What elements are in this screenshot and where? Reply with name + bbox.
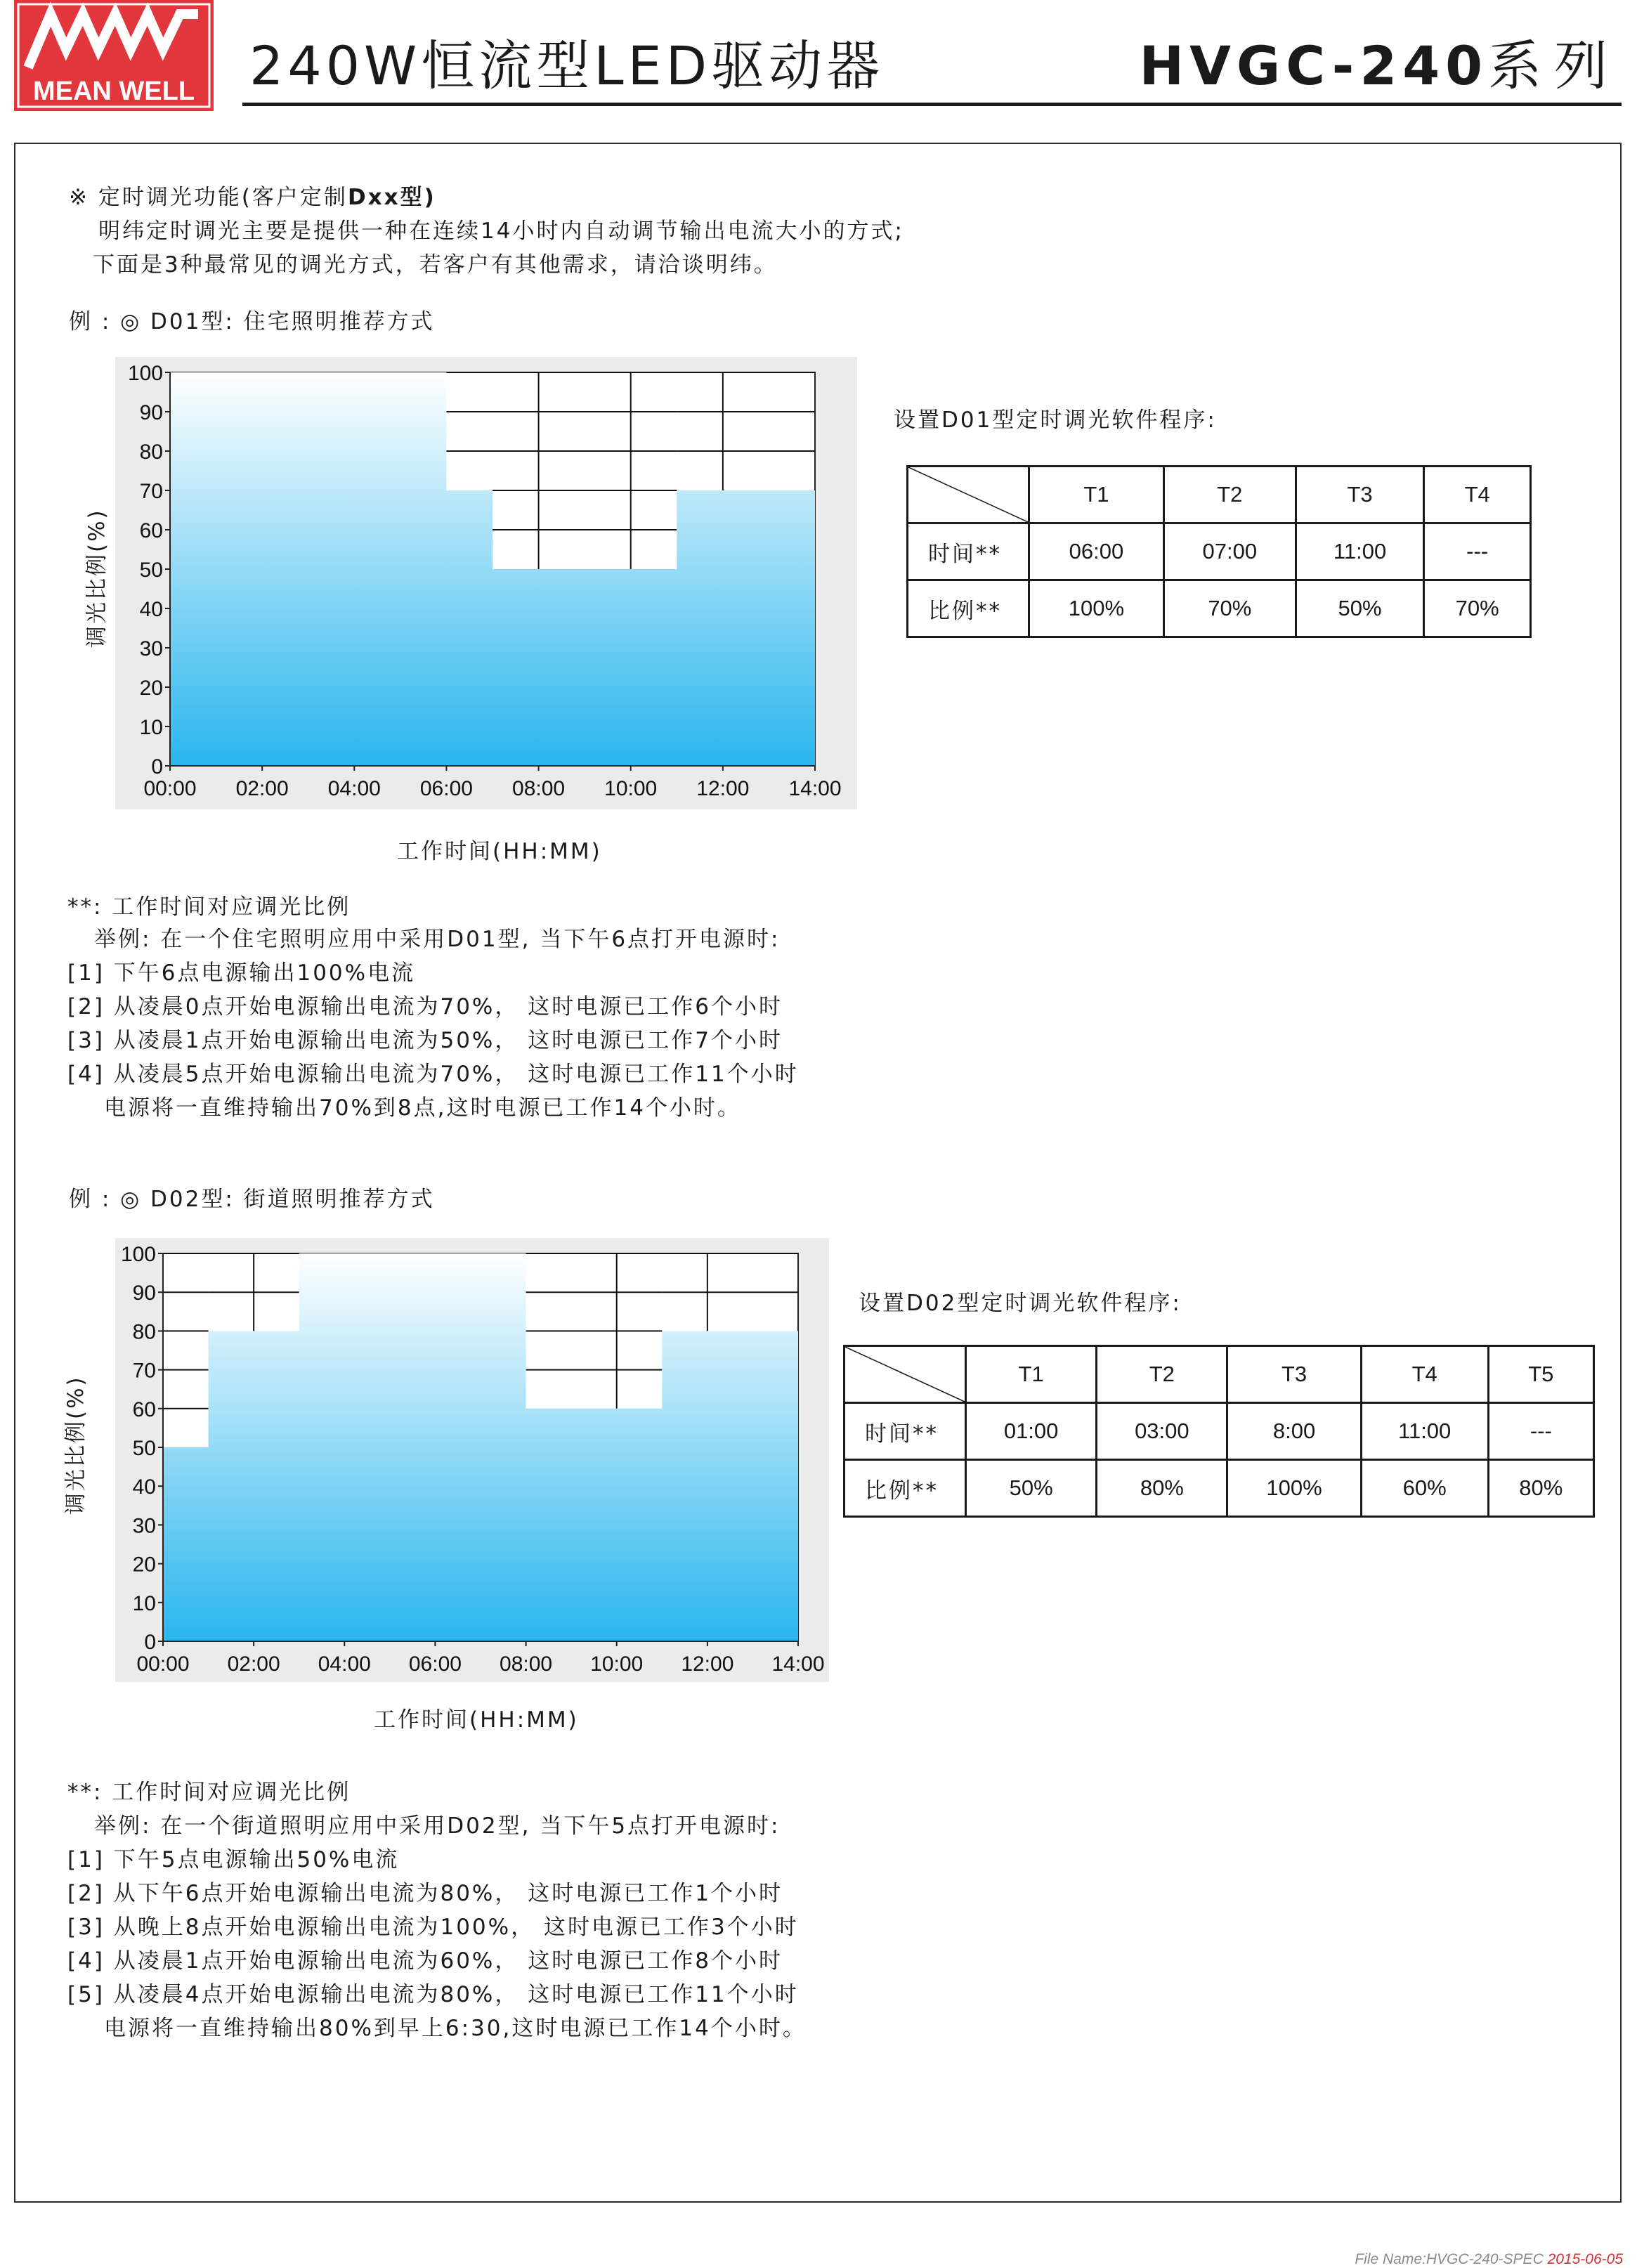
footer-file-name: File Name:HVGC-240-SPEC (1355, 2251, 1548, 2267)
intro-line-1: 明纬定时调光主要是提供一种在连续14小时内自动调节输出电流大小的方式; (98, 219, 904, 244)
intro-heading-bold: Dxx (347, 185, 400, 210)
d01-note-4: [3] 从凌晨1点开始电源输出电流为50%， 这时电源已工作7个小时 (67, 1028, 783, 1053)
d02-chart-ylabel: 调光比例(%) (63, 1375, 89, 1515)
y-tick-label: 60 (139, 519, 163, 542)
d02-note-4: [3] 从晚上8点开始电源输出电流为100%， 这时电源已工作3个小时 (67, 1915, 799, 1940)
d02-chart (112, 1238, 829, 1685)
intro-heading-tail: 型) (400, 185, 436, 210)
table-cell: 01:00 (966, 1403, 1097, 1460)
y-tick-label: 70 (139, 480, 163, 503)
x-tick-label: 06:00 (419, 777, 473, 800)
step-segment (662, 1331, 798, 1641)
table-header-cell: T1 (1029, 467, 1164, 523)
step-segment (446, 490, 493, 766)
y-tick-label: 0 (144, 1631, 156, 1654)
d01-note-5: [4] 从凌晨5点开始电源输出电流为70%， 这时电源已工作11个小时 (67, 1062, 799, 1087)
table-header-cell: T2 (1097, 1346, 1227, 1403)
table-cell: 07:00 (1163, 523, 1296, 580)
table-cell: 100% (1029, 580, 1164, 637)
table-row (844, 1403, 1594, 1460)
table-cell: 11:00 (1296, 523, 1424, 580)
series-model: HVGC-240 (1139, 34, 1488, 97)
x-tick-label: 14:00 (771, 1653, 825, 1676)
d02-note-2: [1] 下午5点电源输出50%电流 (67, 1847, 400, 1872)
series-title (1139, 34, 1620, 97)
d01-note-3: [2] 从凌晨0点开始电源输出电流为70%， 这时电源已工作6个小时 (67, 994, 783, 1019)
d01-note-1: 举例: 在一个住宅照明应用中采用D01型, 当下午6点打开电源时: (94, 927, 781, 952)
x-tick-label: 14:00 (788, 777, 842, 800)
y-tick-label: 0 (151, 755, 163, 778)
mean-well-logo (14, 0, 214, 111)
x-tick-label: 08:00 (500, 1653, 553, 1676)
table-cell: 50% (1296, 580, 1424, 637)
table-cell: 03:00 (1097, 1403, 1227, 1460)
x-tick-label: 06:00 (408, 1653, 462, 1676)
table-header-row (908, 467, 1531, 523)
row-label-ratio: 比例** (844, 1460, 966, 1517)
d01-program-table (906, 465, 1532, 638)
x-tick-label: 12:00 (681, 1653, 734, 1676)
d02-chart-svg (112, 1238, 829, 1685)
y-tick-label: 10 (139, 716, 163, 739)
step-segment (526, 1409, 663, 1641)
d02-note-7: 电源将一直维持输出80%到早上6:30,这时电源已工作14个小时。 (104, 2016, 807, 2041)
step-segment (493, 569, 677, 766)
x-tick-label: 10:00 (604, 777, 658, 800)
header-rule (242, 103, 1622, 106)
logo-brand-text: MEAN WELL (32, 77, 195, 106)
table-row (844, 1460, 1594, 1517)
step-segment (209, 1331, 299, 1641)
y-tick-label: 80 (132, 1320, 156, 1344)
table-cell: --- (1424, 523, 1531, 580)
table-corner-cell (908, 467, 1029, 523)
table-cell: 8:00 (1227, 1403, 1361, 1460)
x-tick-label: 00:00 (143, 777, 197, 800)
d02-program-table (843, 1345, 1595, 1518)
table-cell: 100% (1227, 1460, 1361, 1517)
table-cell: 60% (1361, 1460, 1488, 1517)
x-tick-label: 00:00 (136, 1653, 190, 1676)
table-header-cell: T4 (1424, 467, 1531, 523)
row-label-time: 时间** (844, 1403, 966, 1460)
y-tick-label: 100 (120, 1243, 156, 1266)
d02-note-3: [2] 从下午6点开始电源输出电流为80%， 这时电源已工作1个小时 (67, 1881, 783, 1906)
d01-example-title: 例 : ◎ D01型: 住宅照明推荐方式 (69, 309, 435, 334)
note-mark: ※ (69, 185, 98, 210)
intro-heading-text: 定时调光功能(客户定制 (98, 185, 348, 210)
intro-line-2: 下面是3种最常见的调光方式，若客户有其他需求，请洽谈明纬。 (93, 252, 778, 278)
page-title: 240W恒流型LED驱动器 (249, 34, 885, 97)
y-tick-label: 80 (139, 441, 163, 464)
y-tick-label: 90 (139, 401, 163, 424)
d02-note-6: [5] 从凌晨4点开始电源输出电流为80%， 这时电源已工作11个小时 (67, 1982, 799, 2007)
x-tick-label: 04:00 (327, 777, 381, 800)
y-tick-label: 70 (132, 1359, 156, 1383)
d02-note-0: **: 工作时间对应调光比例 (67, 1780, 351, 1805)
d01-chart-ylabel: 调光比例(%) (84, 508, 110, 648)
table-cell: 11:00 (1361, 1403, 1488, 1460)
y-tick-label: 60 (132, 1397, 156, 1421)
table-cell: 50% (966, 1460, 1097, 1517)
y-tick-label: 30 (132, 1514, 156, 1538)
step-segment (170, 372, 446, 766)
step-segment (299, 1253, 526, 1641)
d02-note-1: 举例: 在一个街道照明应用中采用D02型, 当下午5点打开电源时: (94, 1813, 781, 1839)
table-header-cell: T5 (1488, 1346, 1593, 1403)
y-tick-label: 30 (139, 637, 163, 660)
d01-table-title: 设置D01型定时调光软件程序: (894, 408, 1217, 433)
y-tick-label: 20 (132, 1553, 156, 1577)
y-tick-label: 40 (132, 1475, 156, 1499)
intro-heading (69, 187, 436, 209)
table-header-cell: T3 (1296, 467, 1424, 523)
table-corner-cell (844, 1346, 966, 1403)
table-cell: 70% (1163, 580, 1296, 637)
table-header-cell: T1 (966, 1346, 1097, 1403)
d02-table-title: 设置D02型定时调光软件程序: (859, 1291, 1182, 1316)
x-tick-label: 08:00 (512, 777, 566, 800)
x-tick-label: 04:00 (318, 1653, 371, 1676)
d01-note-6: 电源将一直维持输出70%到8点,这时电源已工作14个小时。 (104, 1095, 741, 1121)
table-cell: 70% (1424, 580, 1531, 637)
table-row (908, 580, 1531, 637)
x-tick-label: 12:00 (696, 777, 750, 800)
table-header-cell: T2 (1163, 467, 1296, 523)
row-label-ratio: 比例** (908, 580, 1029, 637)
d02-example-title: 例 : ◎ D02型: 街道照明推荐方式 (69, 1187, 435, 1212)
table-cell: --- (1488, 1403, 1593, 1460)
d01-chart-xlabel: 工作时间(HH:MM) (397, 839, 602, 864)
d02-chart-xlabel: 工作时间(HH:MM) (374, 1707, 579, 1733)
series-suffix: 系列 (1488, 34, 1620, 97)
table-cell: 06:00 (1029, 523, 1164, 580)
d01-chart (112, 357, 857, 812)
y-tick-label: 20 (139, 677, 163, 700)
table-cell: 80% (1488, 1460, 1593, 1517)
y-tick-label: 40 (139, 598, 163, 621)
footer-file-info (1355, 2251, 1623, 2268)
d01-chart-svg (112, 357, 857, 812)
table-header-cell: T4 (1361, 1346, 1488, 1403)
d01-note-0: **: 工作时间对应调光比例 (67, 894, 351, 920)
step-segment (163, 1447, 209, 1641)
x-tick-label: 10:00 (590, 1653, 644, 1676)
table-header-cell: T3 (1227, 1346, 1361, 1403)
x-tick-label: 02:00 (235, 777, 289, 800)
y-tick-label: 50 (139, 559, 163, 582)
d01-note-2: [1] 下午6点电源输出100%电流 (67, 960, 416, 986)
x-tick-label: 02:00 (227, 1653, 280, 1676)
table-header-row (844, 1346, 1594, 1403)
y-tick-label: 50 (132, 1437, 156, 1460)
step-segment (677, 490, 815, 766)
table-row (908, 523, 1531, 580)
y-tick-label: 10 (132, 1591, 156, 1615)
row-label-time: 时间** (908, 523, 1029, 580)
table-cell: 80% (1097, 1460, 1227, 1517)
footer-date: 2015-06-05 (1547, 2251, 1623, 2267)
d02-note-5: [4] 从凌晨1点开始电源输出电流为60%， 这时电源已工作8个小时 (67, 1948, 783, 1974)
y-tick-label: 100 (127, 362, 163, 385)
y-tick-label: 90 (132, 1282, 156, 1305)
